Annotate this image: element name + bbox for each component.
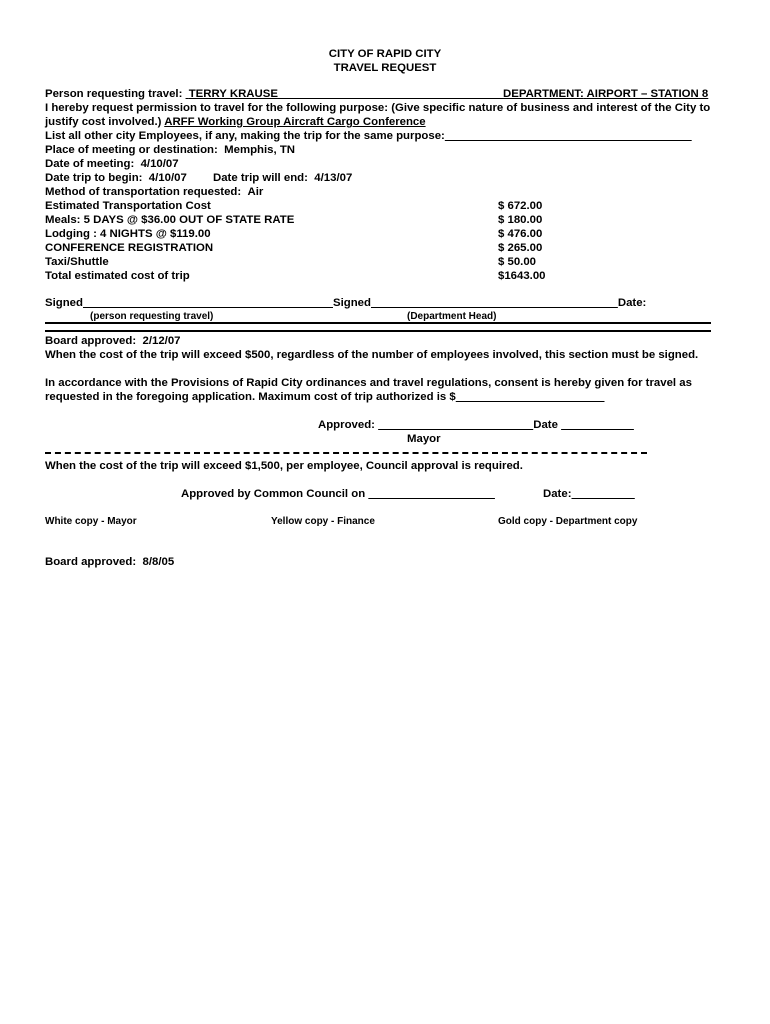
other-employees-blank — [445, 130, 692, 142]
double-divider — [45, 322, 711, 332]
max-cost-blank[interactable] — [456, 391, 605, 403]
cost-label-total: Total estimated cost of trip — [45, 270, 190, 282]
trip-end-row: Date trip will end: 4/13/07 — [213, 172, 353, 184]
over-500-note: When the cost of the trip will exceed $500, regardless of the number of employees involved, this section must be signed. — [45, 349, 699, 361]
cost-amount-transport: $ 672.00 — [498, 200, 543, 212]
mayor-caption: Mayor — [407, 433, 441, 445]
department-label: DEPARTMENT: — [503, 88, 584, 100]
caption-requester: (person requesting travel) — [90, 311, 214, 322]
cost-amount-total: $1643.00 — [498, 270, 546, 282]
signature-line-requester[interactable] — [83, 297, 333, 309]
council-date-field[interactable] — [571, 488, 634, 500]
cost-label-registration: CONFERENCE REGISTRATION — [45, 242, 214, 254]
footer-board-approved: Board approved: 8/8/05 — [45, 556, 175, 568]
board-approved-value: 2/12/07 — [142, 335, 181, 347]
consent-line-2: requested in the foregoing application. Maximum cost of trip authorized is $ — [45, 391, 605, 405]
city-title: CITY OF RAPID CITY — [328, 48, 442, 60]
mayor-date-label: Date — [533, 419, 558, 431]
signature-date-label: Date: — [617, 297, 647, 309]
consent-line-1: In accordance with the Provisions of Rapid City ordinances and travel regulations, consent is hereby given for travel as — [45, 377, 692, 389]
council-approval-row: Approved by Common Council on — [181, 488, 495, 502]
purpose-value: ARFF Working Group Aircraft Cargo Conference — [164, 116, 426, 128]
cost-amount-registration: $ 265.00 — [498, 242, 543, 254]
cost-label-lodging: Lodging : 4 NIGHTS @ $119.00 — [45, 228, 211, 240]
signed-head-label: Signed — [333, 297, 371, 309]
trip-begin-value: 4/10/07 — [148, 172, 187, 184]
transport-row: Method of transportation requested: Air — [45, 186, 264, 198]
other-employees-label: List all other city Employees, if any, making the trip for the same purpose: — [45, 130, 445, 142]
place-row: Place of meeting or destination: Memphis, TN — [45, 144, 296, 156]
cost-amount-taxi: $ 50.00 — [498, 256, 537, 268]
meeting-date-row: Date of meeting: 4/10/07 — [45, 158, 179, 170]
signed-requester-label: Signed — [45, 297, 83, 309]
cost-label-transport: Estimated Transportation Cost — [45, 200, 211, 212]
person-label: Person requesting travel: — [45, 88, 183, 100]
over-1500-note: When the cost of the trip will exceed $1,500, per employee, Council approval is required. — [45, 460, 523, 472]
council-date-row: Date: — [543, 488, 635, 502]
other-employees-row — [45, 130, 692, 144]
department-value: AIRPORT – STATION 8 — [586, 88, 709, 100]
mayor-approved-label: Approved: — [318, 419, 375, 431]
signature-row — [45, 297, 646, 311]
board-approved-row: Board approved: 2/12/07 — [45, 335, 181, 347]
purpose-line-2: justify cost involved.) ARFF Working Group Aircraft Cargo Conference — [45, 116, 426, 128]
cost-label-meals: Meals: 5 DAYS @ $36.00 OUT OF STATE RATE — [45, 214, 295, 226]
form-title: TRAVEL REQUEST — [333, 62, 437, 74]
cost-label-taxi: Taxi/Shuttle — [45, 256, 109, 268]
cost-amount-lodging: $ 476.00 — [498, 228, 543, 240]
mayor-date-blank[interactable] — [561, 419, 634, 431]
trip-begin-row: Date trip to begin: 4/10/07 — [45, 172, 187, 184]
white-copy-label: White copy - Mayor — [45, 516, 137, 527]
caption-department-head: (Department Head) — [407, 311, 497, 322]
place-value: Memphis, TN — [224, 144, 296, 156]
department-field — [503, 88, 708, 102]
trip-end-value: 4/13/07 — [314, 172, 353, 184]
mayor-signature-blank[interactable] — [378, 419, 533, 431]
council-date-blank[interactable] — [368, 488, 495, 500]
person-requesting-row — [45, 88, 512, 102]
dashed-divider — [45, 452, 647, 454]
gold-copy-label: Gold copy - Department copy — [498, 516, 638, 527]
footer-board-value: 8/8/05 — [142, 556, 175, 568]
mayor-approval-row — [318, 419, 634, 433]
cost-amount-meals: $ 180.00 — [498, 214, 543, 226]
meeting-date-value: 4/10/07 — [140, 158, 179, 170]
purpose-line-1: I hereby request permission to travel for the following purpose: (Give specific nature of business and interest of the City to — [45, 102, 711, 114]
transport-value: Air — [247, 186, 264, 198]
signature-line-head[interactable] — [371, 297, 618, 309]
person-value: TERRY KRAUSE — [188, 88, 278, 100]
yellow-copy-label: Yellow copy - Finance — [271, 516, 375, 527]
